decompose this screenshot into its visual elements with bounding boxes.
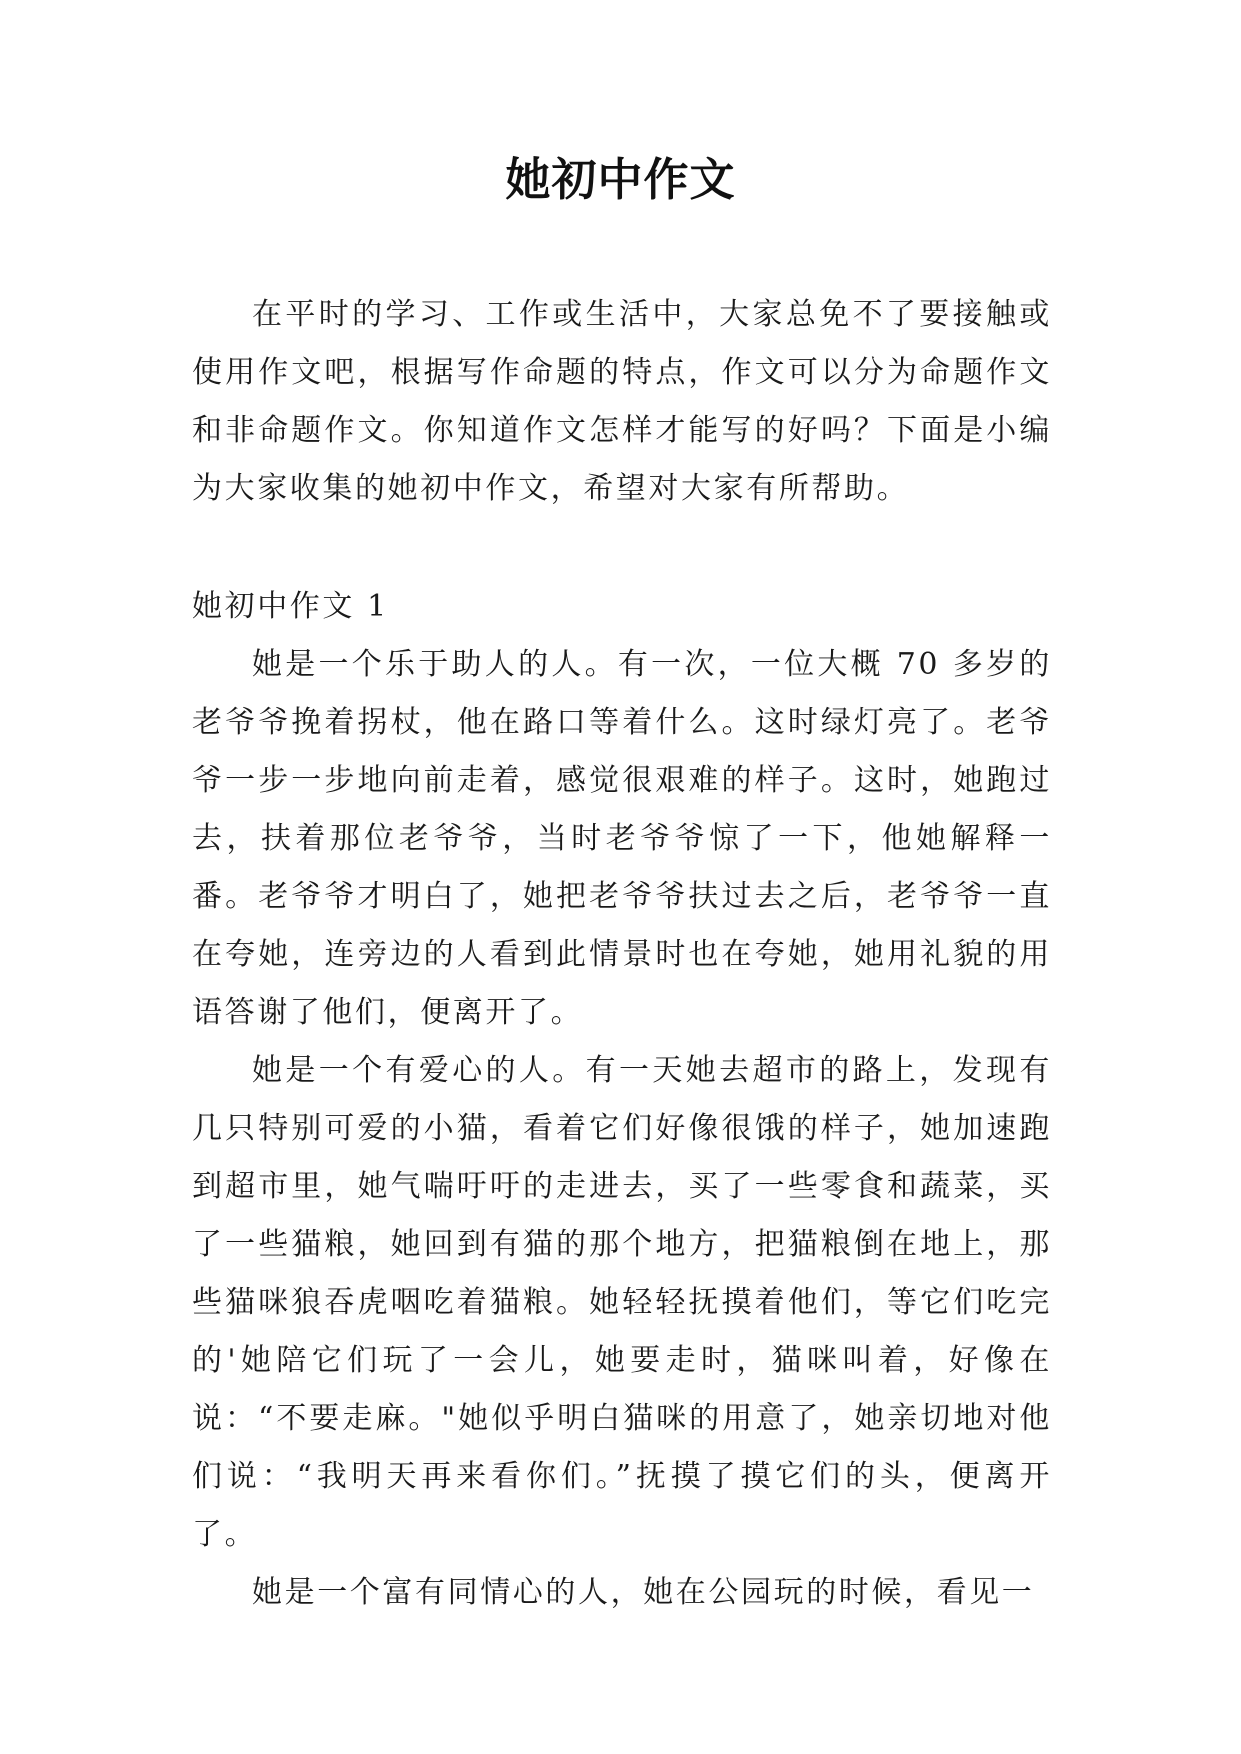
intro-section <box>192 286 1052 518</box>
essay-paragraph: 她是一个有爱心的人。有一天她去超市的路上，发现有几只特别可爱的小猫，看着它们好像很饿的样子，她加速跑到超市里，她气喘吁吁的走进去，买了一些零食和蔬菜，买了一些猫粮，她回到有猫的那个地方，把猫粮倒在地上，那些猫咪狼吞虎咽吃着猫粮。她轻轻抚摸着他们，等它们吃完的'她陪它们玩了一会儿，她要走时，猫咪叫着，好像在说：“不要走麻。"她似乎明白猫咪的用意了，她亲切地对他们说：“我明天再来看你们。”抚摸了摸它们的头，便离开了。 <box>192 1053 1052 1552</box>
section-heading: 她初中作文 1 <box>192 589 389 624</box>
document-title: 她初中作文 <box>505 153 736 206</box>
intro-paragraph: 在平时的学习、工作或生活中，大家总免不了要接触或使用作文吧，根据写作命题的特点，作文可以分为命题作文和非命题作文。你知道作文怎样才能写的好吗？下面是小编为大家收集的她初中作文，希望对大家有所帮助。 <box>192 297 1052 506</box>
essay-paragraph: 她是一个乐于助人的人。有一次，一位大概 70 多岁的老爷爷挽着拐杖，他在路口等着什么。这时绿灯亮了。老爷爷一步一步地向前走着，感觉很艰难的样子。这时，她跑过去，扶着那位老爷爷，当时老爷爷惊了一下，他她解释一番。老爷爷才明白了，她把老爷爷扶过去之后，老爷爷一直在夸她，连旁边的人看到此情景时也在夸她，她用礼貌的用语答谢了他们，便离开了。 <box>192 647 1052 1030</box>
essay-paragraph: 她是一个富有同情心的人，她在公园玩的时候，看见一 <box>252 1575 1035 1610</box>
essay-body <box>192 636 1052 1622</box>
